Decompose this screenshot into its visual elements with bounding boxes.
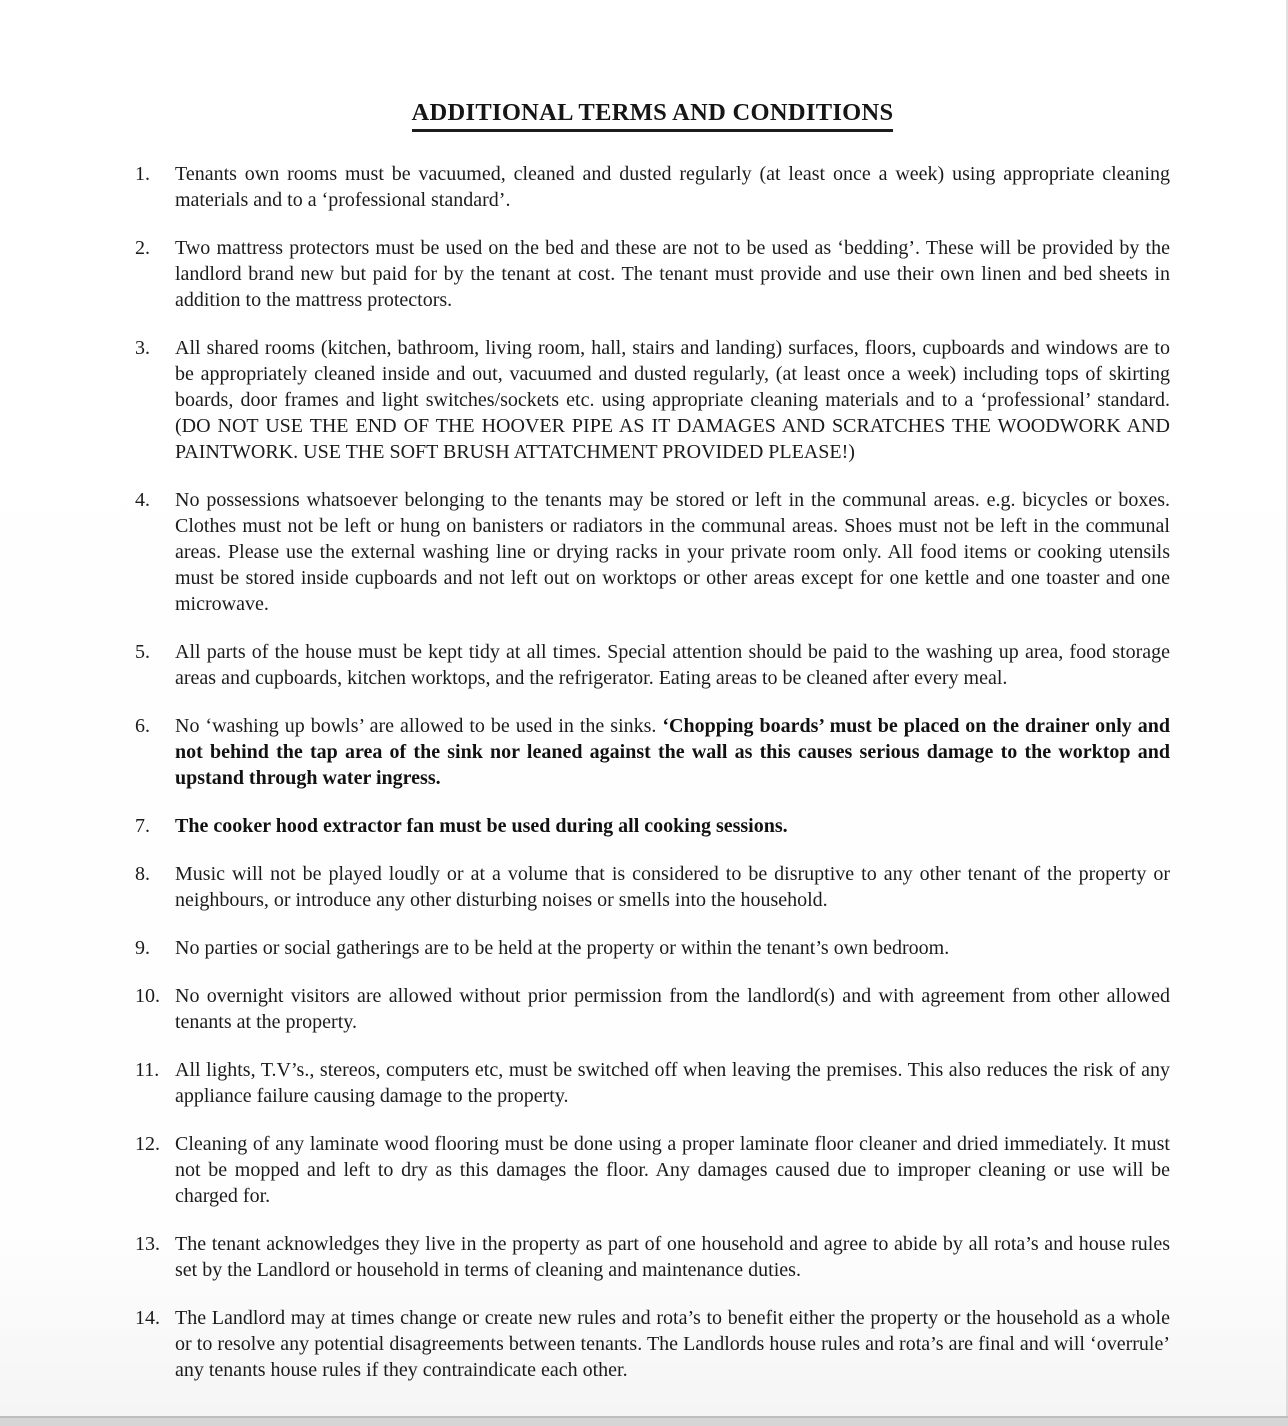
item-text bbox=[175, 813, 1170, 839]
item-text-bold-segment: ‘Chopping boards’ must be placed on the drainer only and not behind the tap area of the sink nor leaned against the wall as this causes serious damage to the worktop and upstand through water ingress. bbox=[175, 715, 1170, 789]
item-number: 14. bbox=[135, 1307, 160, 1329]
item-text bbox=[175, 1131, 1170, 1209]
item-number: 7. bbox=[135, 815, 150, 837]
item-text bbox=[175, 983, 1170, 1035]
item-number: 13. bbox=[135, 1233, 160, 1255]
item-number: 6. bbox=[135, 715, 150, 737]
page-bottom-edge bbox=[0, 1416, 1288, 1426]
item-text-segment: No ‘washing up bowls’ are allowed to be used in the sinks. bbox=[175, 715, 663, 737]
item-number: 3. bbox=[135, 337, 150, 359]
item-number: 2. bbox=[135, 237, 150, 259]
item-text bbox=[175, 161, 1170, 213]
list-item bbox=[135, 1057, 1170, 1109]
item-text bbox=[175, 639, 1170, 691]
item-number: 1. bbox=[135, 163, 150, 185]
list-item bbox=[135, 639, 1170, 691]
item-text-segment: No parties or social gatherings are to be held at the property or within the tenant’s own bedroom. bbox=[175, 937, 950, 959]
list-item bbox=[135, 335, 1170, 465]
item-number: 5. bbox=[135, 641, 150, 663]
item-text bbox=[175, 335, 1170, 465]
item-text bbox=[175, 487, 1170, 617]
list-item bbox=[135, 861, 1170, 913]
item-text-segment: Two mattress protectors must be used on the bed and these are not to be used as ‘bedding’. These will be provided by the landlord brand new but paid for by the tenant at cost. The tenant must provide and use their own linen and bed sheets in addition to the mattress protectors. bbox=[175, 237, 1170, 311]
item-text-segment: The tenant acknowledges they live in the property as part of one household and agree to abide by all rota’s and house rules set by the Landlord or household in terms of cleaning and maintenance duties. bbox=[175, 1233, 1170, 1281]
title-row bbox=[135, 98, 1170, 132]
item-text bbox=[175, 861, 1170, 913]
item-text bbox=[175, 235, 1170, 313]
item-text-segment: All parts of the house must be kept tidy at all times. Special attention should be paid to the washing up area, food storage areas and cupboards, kitchen worktops, and the refrigerator. Eating areas to be cleaned after every meal. bbox=[175, 641, 1170, 689]
list-item bbox=[135, 1305, 1170, 1383]
page-title: ADDITIONAL TERMS AND CONDITIONS bbox=[412, 98, 894, 132]
item-text bbox=[175, 1057, 1170, 1109]
item-text bbox=[175, 935, 1170, 961]
item-text-segment: Tenants own rooms must be vacuumed, cleaned and dusted regularly (at least once a week) using appropriate cleaning materials and to a ‘professional standard’. bbox=[175, 163, 1170, 211]
item-number: 4. bbox=[135, 489, 150, 511]
list-item bbox=[135, 235, 1170, 313]
list-item bbox=[135, 983, 1170, 1035]
item-text bbox=[175, 1231, 1170, 1283]
list-item bbox=[135, 713, 1170, 791]
item-text-segment: The Landlord may at times change or create new rules and rota’s to benefit either the property or the household as a whole or to resolve any potential disagreements between tenants. The Landlords house rules and rota’s are final and will ‘overrule’ any tenants house rules if they contraindicate each other. bbox=[175, 1307, 1170, 1381]
item-number: 11. bbox=[135, 1059, 160, 1081]
list-item bbox=[135, 935, 1170, 961]
item-text bbox=[175, 713, 1170, 791]
terms-list bbox=[135, 161, 1170, 1383]
item-number: 9. bbox=[135, 937, 150, 959]
item-text-bold-segment: The cooker hood extractor fan must be used during all cooking sessions. bbox=[175, 815, 788, 837]
list-item bbox=[135, 161, 1170, 213]
item-number: 12. bbox=[135, 1133, 160, 1155]
list-item bbox=[135, 1131, 1170, 1209]
item-text-segment: Music will not be played loudly or at a volume that is considered to be disruptive to any other tenant of the property or neighbours, or introduce any other disturbing noises or smells into the household. bbox=[175, 863, 1170, 911]
item-text-segment: All lights, T.V’s., stereos, computers etc, must be switched off when leaving the premises. This also reduces the risk of any appliance failure causing damage to the property. bbox=[175, 1059, 1170, 1107]
item-text-segment: All shared rooms (kitchen, bathroom, living room, hall, stairs and landing) surfaces, floors, cupboards and windows are to be appropriately cleaned inside and out, vacuumed and dusted regularly, (at least once a week) including tops of skirting boards, door frames and light switches/sockets etc. using appropriate cleaning materials and to a ‘professional’ standard. (DO NOT USE THE END OF THE HOOVER PIPE AS IT DAMAGES AND SCRATCHES THE WOODWORK AND PAINTWORK. USE THE SOFT BRUSH ATTATCHMENT PROVIDED PLEASE!) bbox=[175, 337, 1170, 463]
item-text-segment: No overnight visitors are allowed without prior permission from the landlord(s) and with agreement from other allowed tenants at the property. bbox=[175, 985, 1170, 1033]
item-text-segment: No possessions whatsoever belonging to the tenants may be stored or left in the communal areas. e.g. bicycles or boxes. Clothes must not be left or hung on banisters or radiators in the communal areas. Shoes must not be left in the communal areas. Please use the external washing line or drying racks in your private room only. All food items or cooking utensils must be stored inside cupboards and not left out on worktops or other areas except for one kettle and one toaster and one microwave. bbox=[175, 489, 1170, 615]
list-item bbox=[135, 1231, 1170, 1283]
list-item bbox=[135, 813, 1170, 839]
item-number: 8. bbox=[135, 863, 150, 885]
item-text-segment: Cleaning of any laminate wood flooring must be done using a proper laminate floor cleaner and dried immediately. It must not be mopped and left to dry as this damages the floor. Any damages caused due to improper cleaning or use will be charged for. bbox=[175, 1133, 1170, 1207]
item-text bbox=[175, 1305, 1170, 1383]
list-item bbox=[135, 487, 1170, 617]
item-number: 10. bbox=[135, 985, 160, 1007]
